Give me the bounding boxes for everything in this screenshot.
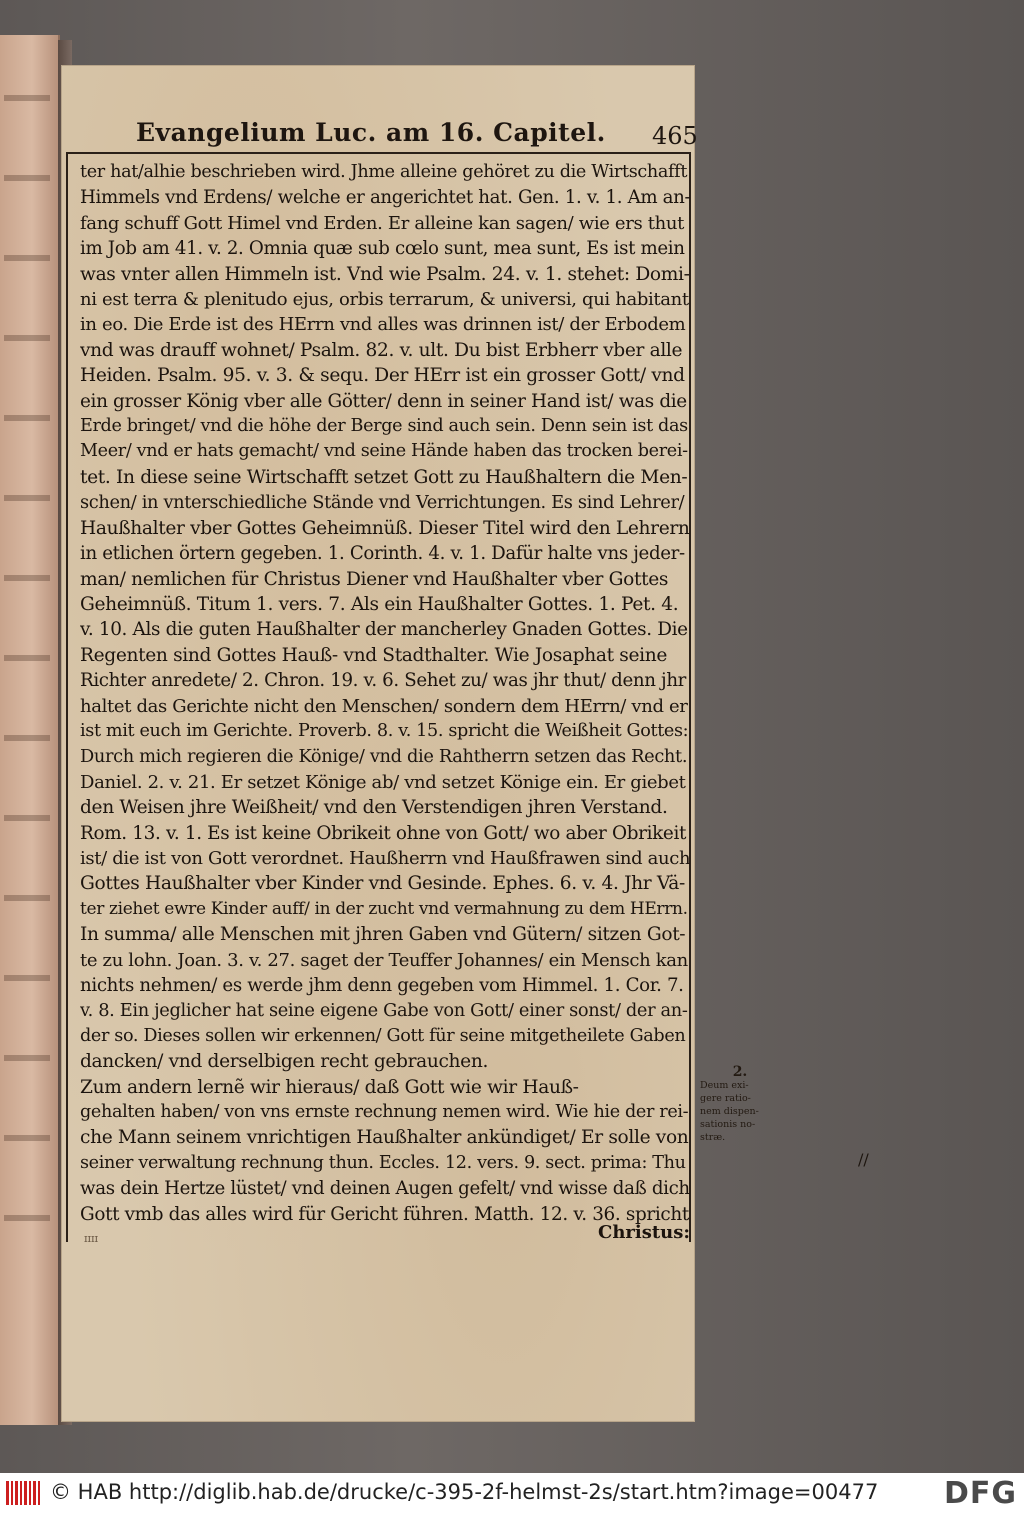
text-line: haltet das Gerichte nicht den Menschen/ sondern dem HErrn/ vnd er — [80, 695, 688, 717]
text-line: in eo. Die Erde ist des HErrn vnd alles was drinnen ist/ der Erbodem — [80, 314, 686, 336]
text-line: In summa/ alle Menschen mit jhren Gaben vnd Gütern/ sitzen Got- — [80, 924, 686, 946]
text-line: ter ziehet ewre Kinder auff/ in der zucht vnd vermahnung zu dem HErrn. — [80, 898, 688, 919]
text-line: Meer/ vnd er hats gemacht/ vnd seine Hände haben das trocken berei- — [80, 441, 688, 462]
text-line: seiner verwaltung rechnung thun. Eccles. 12. vers. 9. sect. prima: Thu — [80, 1152, 686, 1173]
bleed-line — [4, 95, 50, 101]
text-line: was vnter allen Himmeln ist. Vnd wie Psalm. 24. v. 1. stehet: Domi- — [80, 263, 690, 285]
bleed-line — [4, 655, 50, 661]
text-line: Haußhalter vber Gottes Geheimnüß. Dieser Titel wird den Lehrern — [80, 517, 690, 539]
margin-mark: // — [858, 1150, 869, 1169]
signature-mark: ɪ⁠ɪ⁠ɪ⁠ɪ — [84, 1232, 99, 1245]
frame-rule-left — [66, 152, 68, 1242]
marginal-note-number: 2. — [732, 1064, 748, 1080]
bleed-line — [4, 815, 50, 821]
text-line: ein grosser König vber alle Götter/ denn in seiner Hand ist/ was die — [80, 390, 687, 412]
text-line: ist mit euch im Gerichte. Proverb. 8. v. 15. spricht die Weißheit Gottes: — [80, 720, 689, 741]
bleed-line — [4, 495, 50, 501]
text-line: was dein Hertze lüstet/ vnd deinen Augen gefelt/ vnd wisse daß dich — [80, 1178, 690, 1200]
bleed-line — [4, 1135, 50, 1141]
marginal-note-line: nem dispen- — [700, 1106, 759, 1117]
bleed-line — [4, 1215, 50, 1221]
marginal-note-line: stræ. — [700, 1132, 726, 1143]
text-line: ni est terra & plenitudo ejus, orbis terrarum, & universi, qui habitant — [80, 289, 689, 311]
barcode-icon — [6, 1481, 40, 1505]
facing-page-edge — [0, 35, 60, 1425]
text-line: vnd was drauff wohnet/ Psalm. 82. v. ult. Du bist Erbherr vber alle — [80, 339, 683, 361]
text-line: tet. In diese seine Wirtschafft setzet Gott zu Haußhaltern die Men- — [80, 466, 688, 488]
text-line: che Mann seinem vnrichtigen Haußhalter ankündiget/ Er solle von — [80, 1127, 689, 1149]
text-line: Gottes Haußhalter vber Kinder vnd Gesinde. Ephes. 6. v. 4. Jhr Vä- — [80, 873, 685, 895]
bleed-line — [4, 335, 50, 341]
text-line: Zum andern lernẽ wir hieraus/ daß Gott wie wir Hauß- — [80, 1076, 579, 1098]
header-rule — [66, 152, 691, 154]
text-line: Durch mich regieren die Könige/ vnd die Rahtherrn setzen das Recht. — [80, 746, 688, 768]
bleed-line — [4, 415, 50, 421]
text-line: in etlichen örtern gegeben. 1. Corinth. 4. v. 1. Dafür halte vns jeder- — [80, 543, 685, 565]
bleed-line — [4, 255, 50, 261]
marginal-note-line: Deum exi- — [700, 1080, 749, 1091]
text-line: Heiden. Psalm. 95. v. 3. & sequ. Der HErr ist ein grosser Gott/ vnd — [80, 365, 685, 387]
text-line: fang schuff Gott Himel vnd Erden. Er alleine kan sagen/ wie ers thut — [80, 212, 684, 234]
text-line: v. 8. Ein jeglicher hat seine eigene Gabe von Gott/ einer sonst/ der an- — [80, 1000, 688, 1022]
caption-bar — [0, 1473, 1024, 1513]
bleed-line — [4, 175, 50, 181]
text-line: v. 10. Als die guten Haußhalter der mancherley Gnaden Gottes. Die — [80, 619, 688, 641]
bleed-line — [4, 975, 50, 981]
bleed-line — [4, 735, 50, 741]
text-line: Himmels vnd Erdens/ welche er angerichtet hat. Gen. 1. v. 1. Am an- — [80, 187, 690, 209]
catchword: Christus: — [598, 1222, 691, 1243]
text-line: dancken/ vnd derselbigen recht gebrauchen. — [80, 1051, 489, 1073]
running-header: Evangelium Luc. am 16. Capitel. — [136, 118, 606, 147]
text-line: ter hat/alhie beschrieben wird. Jhme alleine gehöret zu die Wirtschafft — [80, 162, 688, 182]
text-line: im Job am 41. v. 2. Omnia quæ sub cœlo sunt, mea sunt, Es ist mein — [80, 238, 685, 260]
text-line: te zu lohn. Joan. 3. v. 27. saget der Teuffer Johannes/ ein Mensch kan — [80, 949, 688, 971]
marginal-note-line: sationis no- — [700, 1119, 756, 1130]
bleed-line — [4, 575, 50, 581]
text-line: Daniel. 2. v. 21. Er setzet Könige ab/ vnd setzet Könige ein. Er giebet — [80, 771, 686, 793]
text-line: schen/ in vnterschiedliche Stände vnd Verrichtungen. Es sind Lehrer/ — [80, 492, 685, 514]
text-line: Geheimnüß. Titum 1. vers. 7. Als ein Haußhalter Gottes. 1. Pet. 4. — [80, 593, 679, 615]
text-line: Rom. 13. v. 1. Es ist keine Obrikeit ohne von Gott/ wo aber Obrikeit — [80, 822, 687, 844]
source-url-link[interactable]: © HAB http://diglib.hab.de/drucke/c-395-2f-helmst-2s/start.htm?image=00477 — [50, 1480, 879, 1504]
bleed-line — [4, 895, 50, 901]
text-line: der so. Dieses sollen wir erkennen/ Gott für seine mitgetheilete Gaben — [80, 1025, 686, 1046]
text-line: Richter anredete/ 2. Chron. 19. v. 6. Sehet zu/ was jhr thut/ denn jhr — [80, 670, 687, 692]
text-line: Gott vmb das alles wird für Gericht führen. Matth. 12. v. 36. spricht — [80, 1203, 689, 1225]
bleed-line — [4, 1055, 50, 1061]
text-line: nichts nehmen/ es werde jhm denn gegeben vom Himmel. 1. Cor. 7. — [80, 975, 684, 996]
text-line: Regenten sind Gottes Hauß- vnd Stadthalter. Wie Josaphat seine — [80, 644, 668, 666]
text-line: ist/ die ist von Gott verordnet. Haußherrn vnd Haußfrawen sind auch — [80, 847, 690, 869]
text-line: Erde bringet/ vnd die höhe der Berge sind auch sein. Denn sein ist das — [80, 416, 688, 437]
text-line: den Weisen jhre Weißheit/ vnd den Verstendigen jhren Verstand. — [80, 797, 668, 819]
body-text — [80, 160, 690, 1227]
text-line: man/ nemlichen für Christus Diener vnd Haußhalter vber Gottes — [80, 568, 669, 590]
marginal-note-line: gere ratio- — [700, 1093, 751, 1104]
text-line: gehalten haben/ von vns ernste rechnung nemen wird. Wie hie der rei- — [80, 1102, 689, 1123]
marginal-note — [700, 1066, 780, 1144]
page-number: 465 — [652, 122, 698, 150]
dfg-logo: DFG — [944, 1476, 1018, 1511]
